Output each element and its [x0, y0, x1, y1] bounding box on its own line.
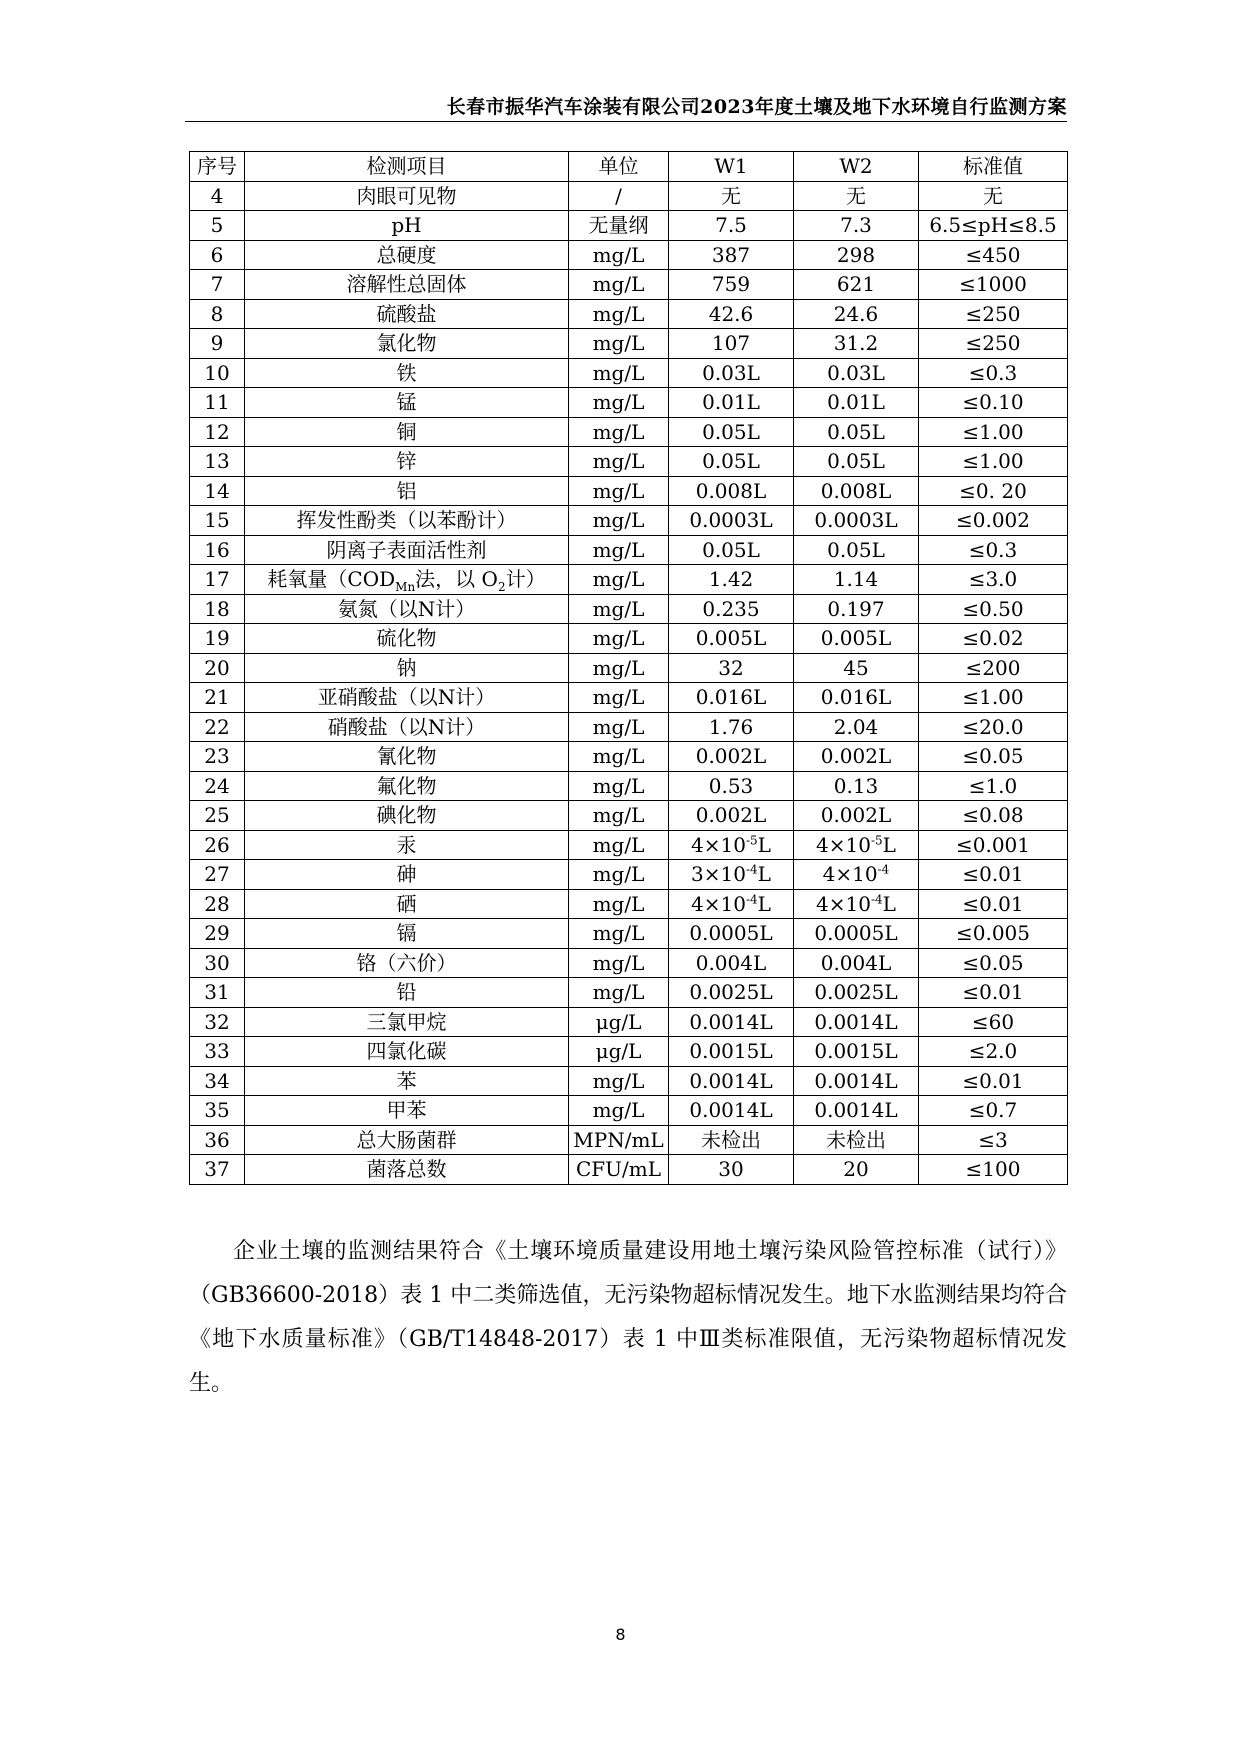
cell-w1: 0.0014L: [669, 1066, 794, 1096]
cell-item: 砷: [245, 860, 569, 890]
cell-w1: 759: [669, 270, 794, 300]
table-row: [190, 270, 1068, 300]
cell-w1: [669, 860, 794, 890]
cell-item: 四氯化碳: [245, 1037, 569, 1067]
cell-w2: 0.0003L: [794, 506, 919, 536]
table-row: [190, 1007, 1068, 1037]
cell-w2: 0.0014L: [794, 1096, 919, 1126]
value-exponent: -4: [877, 862, 890, 877]
cell-unit: mg/L: [569, 919, 669, 949]
table-header-row: [190, 152, 1068, 182]
table-row: [190, 447, 1068, 477]
cell-w2: 0.03L: [794, 358, 919, 388]
cell-w2: 7.3: [794, 211, 919, 241]
cell-unit: mg/L: [569, 447, 669, 477]
table-row: [190, 771, 1068, 801]
cell-item: 碘化物: [245, 801, 569, 831]
cell-standard: ≤0.02: [919, 624, 1068, 654]
cell-standard: ≤0.001: [919, 830, 1068, 860]
cell-w1: 7.5: [669, 211, 794, 241]
cell-item: 氟化物: [245, 771, 569, 801]
cell-standard: ≤0.7: [919, 1096, 1068, 1126]
value-suffix: L: [757, 832, 771, 857]
cell-standard: ≤2.0: [919, 1037, 1068, 1067]
cell-w2: 0.016L: [794, 683, 919, 713]
page-number: 8: [615, 1625, 626, 1644]
cell-w1: 1.42: [669, 565, 794, 595]
value-exponent: -5: [745, 833, 758, 848]
cell-item: 甲苯: [245, 1096, 569, 1126]
cell-unit: mg/L: [569, 653, 669, 683]
cell-standard: ≤0.08: [919, 801, 1068, 831]
cell-no: 22: [190, 712, 245, 742]
cell-w1: 0.03L: [669, 358, 794, 388]
cell-unit: mg/L: [569, 712, 669, 742]
cell-w1: 0.05L: [669, 535, 794, 565]
table-row: [190, 506, 1068, 536]
cell-unit: mg/L: [569, 565, 669, 595]
value-suffix: L: [757, 891, 771, 916]
cell-standard: ≤0.01: [919, 889, 1068, 919]
cell-no: 24: [190, 771, 245, 801]
cell-no: 23: [190, 742, 245, 772]
table-row: [190, 1096, 1068, 1126]
cell-item: 汞: [245, 830, 569, 860]
value-exponent: -4: [745, 862, 758, 877]
cell-w2: 2.04: [794, 712, 919, 742]
cell-w1: 0.0014L: [669, 1007, 794, 1037]
cell-item: 硫化物: [245, 624, 569, 654]
cell-w2: 0.05L: [794, 447, 919, 477]
cell-w2: 0.0015L: [794, 1037, 919, 1067]
value-exponent: -4: [745, 892, 758, 907]
cell-standard: ≤1.00: [919, 683, 1068, 713]
cell-no: 33: [190, 1037, 245, 1067]
cell-no: 13: [190, 447, 245, 477]
cell-standard: ≤20.0: [919, 712, 1068, 742]
cell-w2: 0.197: [794, 594, 919, 624]
cell-item: 铝: [245, 476, 569, 506]
cell-no: 11: [190, 388, 245, 418]
cell-w1: 0.004L: [669, 948, 794, 978]
cell-no: 37: [190, 1155, 245, 1185]
cell-no: 31: [190, 978, 245, 1008]
cell-w2: 0.004L: [794, 948, 919, 978]
value-exponent: -4: [870, 892, 883, 907]
cell-w1: 107: [669, 329, 794, 359]
cell-w1: 0.0015L: [669, 1037, 794, 1067]
cell-unit: mg/L: [569, 771, 669, 801]
conclusion-paragraph: 企业土壤的监测结果符合《土壤环境质量建设用地土壤污染风险管控标准（试行）》（GB36600-2018）表 1 中二类筛选值，无污染物超标情况发生。地下水监测结果均符合《地下水质量标准》（GB/T14848-2017）表 1 中Ⅲ类标准限值，无污染物超标情况发生。: [189, 1239, 1067, 1396]
cell-no: 18: [190, 594, 245, 624]
cell-standard: ≤250: [919, 329, 1068, 359]
table-row: [190, 919, 1068, 949]
table-row: [190, 830, 1068, 860]
cell-item: 肉眼可见物: [245, 181, 569, 211]
cell-unit: mg/L: [569, 889, 669, 919]
cell-w1: 0.05L: [669, 417, 794, 447]
cell-unit: mg/L: [569, 594, 669, 624]
table-row: [190, 683, 1068, 713]
cell-unit: μg/L: [569, 1007, 669, 1037]
cell-item: 三氯甲烷: [245, 1007, 569, 1037]
table-row: [190, 181, 1068, 211]
cell-w1: 0.01L: [669, 388, 794, 418]
cell-w2: 0.0005L: [794, 919, 919, 949]
cell-w2: 0.05L: [794, 535, 919, 565]
cell-w2: 0.0025L: [794, 978, 919, 1008]
cell-w1: 无: [669, 181, 794, 211]
cell-w1: 0.0003L: [669, 506, 794, 536]
cell-unit: mg/L: [569, 978, 669, 1008]
cell-item: 铬（六价）: [245, 948, 569, 978]
cell-unit: mg/L: [569, 860, 669, 890]
cell-unit: mg/L: [569, 535, 669, 565]
value-base: 4×10: [691, 832, 746, 857]
item-subscript: Mn: [395, 580, 416, 594]
table-row: [190, 948, 1068, 978]
table-row: [190, 1066, 1068, 1096]
table-row: [190, 329, 1068, 359]
cell-item: 亚硝酸盐（以N计）: [245, 683, 569, 713]
table-row: [190, 240, 1068, 270]
cell-w1: 0.002L: [669, 742, 794, 772]
cell-item: 总大肠菌群: [245, 1125, 569, 1155]
cell-item: 铜: [245, 417, 569, 447]
cell-w2: 1.14: [794, 565, 919, 595]
cell-unit: mg/L: [569, 830, 669, 860]
cell-standard: ≤3.0: [919, 565, 1068, 595]
table-row: [190, 417, 1068, 447]
item-subscript: 2: [497, 580, 506, 594]
cell-item: 氰化物: [245, 742, 569, 772]
cell-item: 菌落总数: [245, 1155, 569, 1185]
cell-no: 6: [190, 240, 245, 270]
cell-w2: 45: [794, 653, 919, 683]
cell-w2: 0.002L: [794, 742, 919, 772]
cell-standard: ≤0.05: [919, 742, 1068, 772]
cell-item: 阴离子表面活性剂: [245, 535, 569, 565]
cell-standard: ≤3: [919, 1125, 1068, 1155]
cell-no: 36: [190, 1125, 245, 1155]
cell-item: 氯化物: [245, 329, 569, 359]
cell-no: 34: [190, 1066, 245, 1096]
cell-no: 29: [190, 919, 245, 949]
cell-no: 21: [190, 683, 245, 713]
column-header-item: 检测项目: [245, 152, 569, 182]
cell-unit: mg/L: [569, 801, 669, 831]
cell-standard: ≤1.00: [919, 417, 1068, 447]
cell-w2: 24.6: [794, 299, 919, 329]
cell-no: 27: [190, 860, 245, 890]
cell-item: 锌: [245, 447, 569, 477]
cell-w2: 未检出: [794, 1125, 919, 1155]
cell-standard: ≤450: [919, 240, 1068, 270]
value-suffix: L: [882, 891, 896, 916]
cell-item: 溶解性总固体: [245, 270, 569, 300]
cell-standard: ≤0. 20: [919, 476, 1068, 506]
cell-unit: mg/L: [569, 358, 669, 388]
cell-w2: 20: [794, 1155, 919, 1185]
cell-no: 17: [190, 565, 245, 595]
cell-unit: mg/L: [569, 1096, 669, 1126]
value-base: 4×10: [691, 891, 746, 916]
cell-w1: 387: [669, 240, 794, 270]
cell-item: 铅: [245, 978, 569, 1008]
table-row: [190, 889, 1068, 919]
cell-w2: 0.0014L: [794, 1007, 919, 1037]
cell-unit: mg/L: [569, 417, 669, 447]
cell-item: 镉: [245, 919, 569, 949]
cell-w1: 30: [669, 1155, 794, 1185]
cell-standard: 6.5≤pH≤8.5: [919, 211, 1068, 241]
table-row: [190, 801, 1068, 831]
table-row: [190, 211, 1068, 241]
cell-no: 26: [190, 830, 245, 860]
cell-no: 25: [190, 801, 245, 831]
table-row: [190, 653, 1068, 683]
value-base: 4×10: [816, 832, 871, 857]
cell-w1: 0.005L: [669, 624, 794, 654]
column-header-w2: W2: [794, 152, 919, 182]
table-row: [190, 742, 1068, 772]
cell-item: 苯: [245, 1066, 569, 1096]
cell-w2: 0.005L: [794, 624, 919, 654]
cell-unit: 无量纲: [569, 211, 669, 241]
cell-w1: 0.0025L: [669, 978, 794, 1008]
cell-w2: 0.01L: [794, 388, 919, 418]
column-header-w1: W1: [669, 152, 794, 182]
cell-no: 9: [190, 329, 245, 359]
cell-w1: [669, 830, 794, 860]
cell-unit: μg/L: [569, 1037, 669, 1067]
cell-w1: 0.53: [669, 771, 794, 801]
cell-item: 挥发性酚类（以苯酚计）: [245, 506, 569, 536]
cell-unit: mg/L: [569, 299, 669, 329]
column-header-standard: 标准值: [919, 152, 1068, 182]
cell-standard: ≤0.05: [919, 948, 1068, 978]
cell-item: [245, 565, 569, 595]
cell-no: 20: [190, 653, 245, 683]
cell-item: 硒: [245, 889, 569, 919]
cell-w2: 0.002L: [794, 801, 919, 831]
table-row: [190, 860, 1068, 890]
cell-unit: mg/L: [569, 683, 669, 713]
table-row: [190, 299, 1068, 329]
cell-no: 16: [190, 535, 245, 565]
cell-w2: 0.008L: [794, 476, 919, 506]
cell-standard: ≤0.3: [919, 358, 1068, 388]
cell-standard: ≤0.50: [919, 594, 1068, 624]
cell-no: 30: [190, 948, 245, 978]
cell-unit: CFU/mL: [569, 1155, 669, 1185]
table-row: [190, 978, 1068, 1008]
cell-standard: ≤60: [919, 1007, 1068, 1037]
cell-w2: 31.2: [794, 329, 919, 359]
cell-standard: ≤1000: [919, 270, 1068, 300]
cell-no: 7: [190, 270, 245, 300]
cell-w2: [794, 860, 919, 890]
cell-unit: mg/L: [569, 388, 669, 418]
cell-w1: 0.016L: [669, 683, 794, 713]
cell-w1: [669, 889, 794, 919]
cell-w1: 0.002L: [669, 801, 794, 831]
document-header: 长春市振华汽车涂装有限公司2023年度土壤及地下水环境自行监测方案: [446, 96, 1067, 118]
cell-w1: 1.76: [669, 712, 794, 742]
cell-item: pH: [245, 211, 569, 241]
cell-standard: ≤1.0: [919, 771, 1068, 801]
cell-no: 10: [190, 358, 245, 388]
table-row: [190, 1125, 1068, 1155]
cell-unit: MPN/mL: [569, 1125, 669, 1155]
cell-w1: 0.0005L: [669, 919, 794, 949]
value-base: 4×10: [822, 862, 878, 887]
cell-unit: mg/L: [569, 742, 669, 772]
table-row: [190, 388, 1068, 418]
column-header-unit: 单位: [569, 152, 669, 182]
cell-w1: 0.008L: [669, 476, 794, 506]
cell-w2: 无: [794, 181, 919, 211]
cell-standard: ≤100: [919, 1155, 1068, 1185]
table-row: [190, 565, 1068, 595]
cell-standard: ≤0.01: [919, 978, 1068, 1008]
value-suffix: L: [757, 862, 771, 887]
table-row: [190, 476, 1068, 506]
cell-unit: mg/L: [569, 506, 669, 536]
cell-standard: 无: [919, 181, 1068, 211]
cell-no: 12: [190, 417, 245, 447]
cell-unit: mg/L: [569, 624, 669, 654]
cell-unit: /: [569, 181, 669, 211]
cell-w2: 298: [794, 240, 919, 270]
value-base: 4×10: [816, 891, 871, 916]
table-row: [190, 535, 1068, 565]
cell-item: 锰: [245, 388, 569, 418]
cell-w1: 0.05L: [669, 447, 794, 477]
value-exponent: -5: [870, 833, 883, 848]
value-suffix: L: [882, 832, 896, 857]
value-base: 3×10: [691, 862, 746, 887]
table-row: [190, 594, 1068, 624]
table-row: [190, 1155, 1068, 1185]
cell-standard: ≤250: [919, 299, 1068, 329]
cell-w1: 未检出: [669, 1125, 794, 1155]
cell-unit: mg/L: [569, 948, 669, 978]
cell-unit: mg/L: [569, 1066, 669, 1096]
item-text: 耗氧量（COD: [267, 567, 396, 592]
cell-standard: ≤0.3: [919, 535, 1068, 565]
cell-w1: 32: [669, 653, 794, 683]
cell-w2: 621: [794, 270, 919, 300]
cell-item: 氨氮（以N计）: [245, 594, 569, 624]
cell-no: 32: [190, 1007, 245, 1037]
cell-w2: [794, 889, 919, 919]
table-row: [190, 624, 1068, 654]
cell-standard: ≤0.01: [919, 860, 1068, 890]
item-text: 计）: [505, 567, 546, 592]
cell-no: 5: [190, 211, 245, 241]
cell-unit: mg/L: [569, 240, 669, 270]
cell-w1: 0.235: [669, 594, 794, 624]
cell-unit: mg/L: [569, 270, 669, 300]
cell-item: 铁: [245, 358, 569, 388]
cell-w2: 0.05L: [794, 417, 919, 447]
cell-no: 14: [190, 476, 245, 506]
cell-w1: 42.6: [669, 299, 794, 329]
cell-standard: ≤1.00: [919, 447, 1068, 477]
column-header-no: 序号: [190, 152, 245, 182]
cell-no: 4: [190, 181, 245, 211]
cell-no: 8: [190, 299, 245, 329]
cell-item: 钠: [245, 653, 569, 683]
header-rule: [185, 121, 1067, 122]
table-body: [190, 181, 1068, 1184]
cell-unit: mg/L: [569, 476, 669, 506]
cell-item: 总硬度: [245, 240, 569, 270]
cell-item: 硝酸盐（以N计）: [245, 712, 569, 742]
cell-standard: ≤0.01: [919, 1066, 1068, 1096]
cell-w1: 0.0014L: [669, 1096, 794, 1126]
cell-no: 35: [190, 1096, 245, 1126]
cell-standard: ≤0.002: [919, 506, 1068, 536]
monitoring-results-table: [189, 151, 1068, 1185]
item-text: 法，以 O: [415, 567, 498, 592]
cell-standard: ≤200: [919, 653, 1068, 683]
cell-w2: 0.13: [794, 771, 919, 801]
cell-unit: mg/L: [569, 329, 669, 359]
cell-standard: ≤0.005: [919, 919, 1068, 949]
cell-no: 19: [190, 624, 245, 654]
cell-w2: [794, 830, 919, 860]
cell-standard: ≤0.10: [919, 388, 1068, 418]
cell-no: 15: [190, 506, 245, 536]
cell-w2: 0.0014L: [794, 1066, 919, 1096]
cell-item: 硫酸盐: [245, 299, 569, 329]
table-row: [190, 712, 1068, 742]
table-row: [190, 1037, 1068, 1067]
cell-no: 28: [190, 889, 245, 919]
table-row: [190, 358, 1068, 388]
